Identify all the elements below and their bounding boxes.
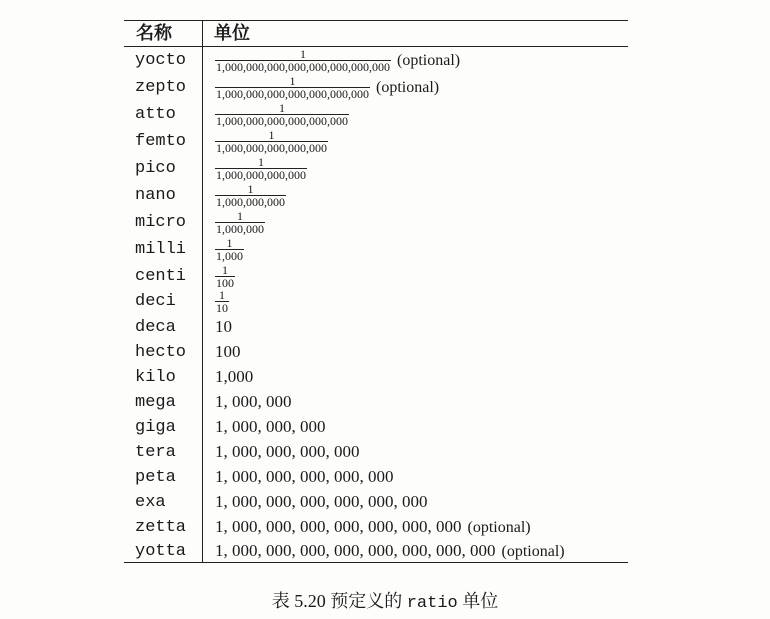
table-row: [124, 237, 628, 263]
unit-name: deci: [135, 292, 176, 311]
unit-name: yotta: [135, 542, 187, 561]
fraction-numerator: 1: [247, 182, 254, 196]
fraction: [215, 183, 286, 208]
multiplier-value: 1, 000, 000: [215, 392, 292, 411]
table-row: [124, 102, 628, 128]
fraction-denominator: 1,000,000,000,000: [216, 168, 306, 182]
table-row: [124, 210, 628, 236]
fraction-numerator: 1: [268, 128, 275, 142]
unit-value: [215, 442, 360, 462]
unit-value: [215, 237, 244, 262]
unit-name: pico: [135, 159, 176, 178]
fraction: [215, 210, 265, 235]
fraction: [215, 102, 349, 127]
table-row: [124, 48, 628, 74]
unit-value: [215, 48, 460, 73]
unit-value: [215, 289, 229, 314]
fraction: [215, 264, 235, 289]
unit-name: femto: [135, 132, 187, 151]
fraction-numerator: 1: [222, 263, 228, 277]
caption-code: ratio: [406, 594, 458, 613]
multiplier-value: 100: [215, 342, 241, 361]
unit-value: [215, 417, 326, 437]
fraction-numerator: 1: [300, 47, 306, 61]
optional-note: (optional): [397, 51, 461, 69]
table-row: [124, 441, 628, 465]
fraction-numerator: 1: [279, 101, 285, 115]
fraction-denominator: 1,000,000,000,000,000,000,000: [216, 87, 369, 101]
fraction: [215, 129, 328, 154]
multiplier-value: 1, 000, 000, 000, 000, 000, 000, 000, 000: [215, 541, 496, 560]
unit-name: tera: [135, 443, 176, 462]
unit-name: nano: [135, 186, 176, 205]
unit-name: deca: [135, 318, 176, 337]
unit-value: [215, 75, 439, 100]
unit-value: [215, 467, 394, 487]
unit-value: [215, 492, 428, 512]
fraction-denominator: 1,000,000: [216, 222, 264, 236]
unit-name: milli: [135, 240, 187, 259]
unit-name: exa: [135, 493, 166, 512]
header-name: 名称: [136, 23, 172, 44]
fraction: [215, 237, 244, 262]
table-row: [124, 416, 628, 440]
table-row: [124, 156, 628, 182]
fraction: [215, 75, 370, 100]
unit-name: atto: [135, 105, 176, 124]
multiplier-value: 1,000: [215, 367, 254, 386]
header-unit: 单位: [214, 23, 250, 44]
fraction-denominator: 1,000,000,000,000,000,000: [216, 114, 348, 128]
optional-note: (optional): [467, 519, 531, 536]
unit-name: zetta: [135, 518, 187, 537]
table-row: [124, 183, 628, 209]
fraction: [215, 156, 307, 181]
optional-note: (optional): [376, 78, 440, 96]
fraction-denominator: 1,000,000,000: [216, 195, 285, 209]
multiplier-value: 1, 000, 000, 000, 000: [215, 442, 360, 461]
fraction-numerator: 1: [289, 74, 296, 88]
table-row: [124, 289, 628, 315]
unit-name: centi: [135, 267, 187, 286]
table-row: [124, 391, 628, 415]
unit-value: [215, 183, 286, 208]
fraction-numerator: 1: [237, 209, 243, 223]
table-row: [124, 466, 628, 490]
fraction-numerator: 1: [219, 288, 225, 302]
unit-value: [215, 129, 328, 154]
unit-name: zepto: [135, 78, 187, 97]
fraction-denominator: 100: [216, 276, 234, 290]
optional-note: (optional): [501, 543, 565, 560]
unit-name: mega: [135, 393, 176, 412]
multiplier-value: 1, 000, 000, 000: [215, 417, 326, 436]
unit-name: yocto: [135, 51, 187, 70]
table-row: [124, 316, 628, 340]
table-top-rule: [124, 20, 628, 21]
table-row: [124, 491, 628, 515]
unit-name: hecto: [135, 343, 187, 362]
table-row: [124, 516, 628, 540]
unit-value: [215, 210, 265, 235]
table-row: [124, 75, 628, 101]
table-row: [124, 366, 628, 390]
table-row: [124, 540, 628, 564]
unit-value: [215, 264, 235, 289]
unit-value: [215, 342, 241, 362]
table-row: [124, 341, 628, 365]
fraction-denominator: 10: [216, 301, 228, 315]
fraction-denominator: 1,000,000,000,000,000: [216, 141, 327, 155]
table-caption: [0, 590, 770, 615]
fraction-numerator: 1: [226, 236, 233, 250]
unit-name: micro: [135, 213, 187, 232]
table-row: [124, 129, 628, 155]
fraction-numerator: 1: [258, 155, 264, 169]
fraction: [215, 48, 391, 73]
unit-name: kilo: [135, 368, 176, 387]
unit-value: [215, 517, 531, 538]
unit-value: [215, 367, 253, 387]
multiplier-value: 10: [215, 317, 232, 336]
table-row: [124, 264, 628, 290]
multiplier-value: 1, 000, 000, 000, 000, 000, 000: [215, 492, 428, 511]
table-header-rule: [124, 46, 628, 47]
unit-value: [215, 317, 232, 337]
unit-name: giga: [135, 418, 176, 437]
unit-value: [215, 156, 307, 181]
unit-value: [215, 541, 565, 562]
unit-value: [215, 102, 349, 127]
caption-prefix: 表 5.20 预定义的: [271, 591, 403, 611]
multiplier-value: 1, 000, 000, 000, 000, 000, 000, 000: [215, 517, 462, 536]
fraction-denominator: 1,000: [216, 249, 243, 263]
unit-name: peta: [135, 468, 176, 487]
fraction-denominator: 1,000,000,000,000,000,000,000,000: [216, 60, 390, 74]
multiplier-value: 1, 000, 000, 000, 000, 000: [215, 467, 394, 486]
fraction: [215, 289, 229, 314]
unit-value: [215, 392, 292, 412]
caption-suffix: 单位: [462, 591, 499, 611]
